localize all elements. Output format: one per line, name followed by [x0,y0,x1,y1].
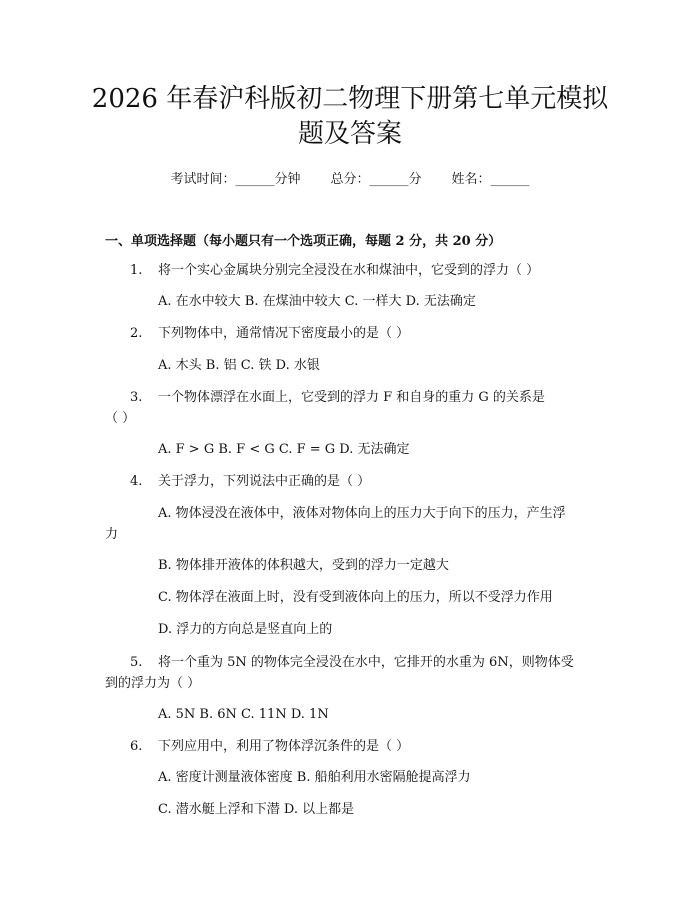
question-3 [130,389,545,407]
question-number: 6. [130,739,143,754]
question-5-options: A. 5N B. 6N C. 11N D. 1N [158,707,329,722]
question-3-options: A. F > G B. F < G C. F = G D. 无法确定 [158,442,410,457]
question-text: 下列应用中，利用了物体浮沉条件的是（ ） [158,739,410,754]
question-4-option-b: B. 物体排开液体的体积越大，受到的浮力一定越大 [158,558,449,573]
question-3-continuation: （ ） [105,411,136,426]
question-2-options: A. 木头 B. 铝 C. 铁 D. 水银 [158,358,320,373]
question-number: 5. [130,655,143,670]
question-number: 2. [130,326,143,341]
question-4-option-d: D. 浮力的方向总是竖直向上的 [158,622,333,637]
question-1-options: A. 在水中较大 B. 在煤油中较大 C. 一样大 D. 无法确定 [158,294,476,309]
exam-title-line2: 题及答案 [297,119,402,149]
question-4-option-a-continuation: 力 [105,527,119,542]
exam-info-row [0,168,700,187]
question-6-options-continued: C. 潜水艇上浮和下潜 D. 以上都是 [158,802,355,817]
question-text: 一个物体漂浮在水面上，它受到的浮力 F 和自身的重力 G 的关系是 [158,390,545,405]
question-6-options: A. 密度计测量液体密度 B. 船舶利用水密隔舱提高浮力 [158,770,471,785]
question-4 [130,473,370,491]
question-text: 将一个重为 5N 的物体完全浸没在水中，它排开的水重为 6N，则物体受 [158,655,574,670]
question-5-continuation: 到的浮力为（ ） [105,676,201,691]
question-4-option-a: A. 物体浸没在液体中，液体对物体向上的压力大于向下的压力，产生浮 [158,506,566,521]
question-4-option-c: C. 物体浮在液面上时，没有受到液体向上的压力，所以不受浮力作用 [158,590,553,605]
question-1 [130,262,539,280]
question-6 [130,738,409,756]
question-5 [130,654,574,672]
exam-title-line1: 2026 年春沪科版初二物理下册第七单元模拟 [91,84,609,114]
question-number: 1. [130,263,143,278]
question-number: 4. [130,474,143,489]
section-heading-single-choice: 一、单项选择题（每小题只有一个选项正确，每题 2 分，共 20 分） [105,234,502,249]
question-text: 下列物体中，通常情况下密度最小的是（ ） [158,326,410,341]
question-text: 关于浮力，下列说法中正确的是（ ） [158,474,371,489]
exam-time-field: 考试时间：______分钟 [170,172,301,187]
student-name-field: 姓名：______ [451,172,530,187]
total-score-field: 总分：______分 [330,172,422,187]
question-text: 将一个实心金属块分别完全浸没在水和煤油中，它受到的浮力（ ） [158,263,540,278]
question-number: 3. [130,390,143,405]
question-2 [130,325,409,343]
